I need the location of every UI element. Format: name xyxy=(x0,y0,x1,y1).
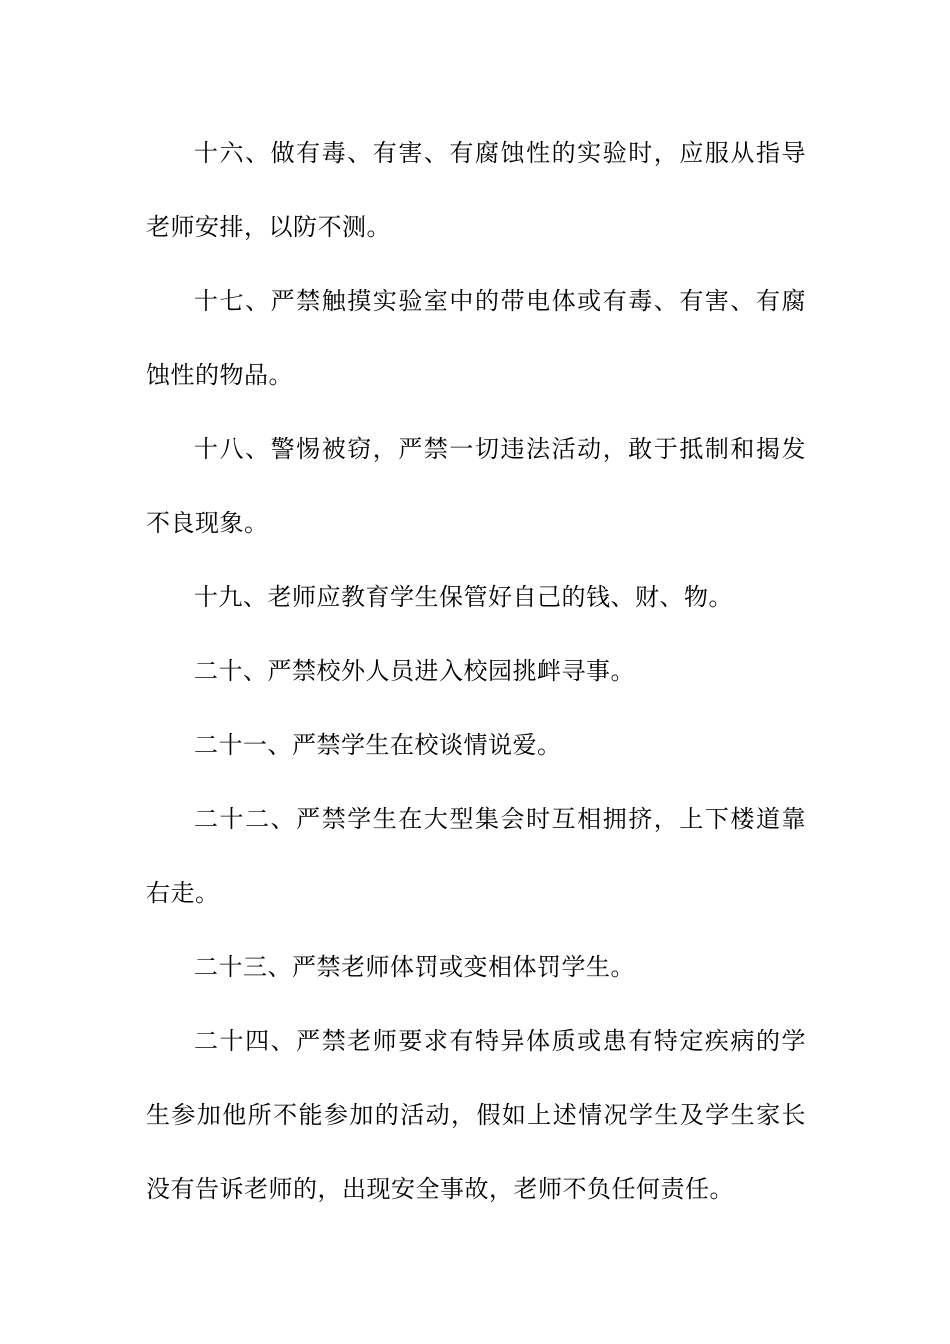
document-body xyxy=(146,116,806,1226)
rule-paragraph-24: 二十四、严禁老师要求有特异体质或患有特定疾病的学生参加他所不能参加的活动，假如上述情况学生及学生家长没有告诉老师的，出现安全事故，老师不负任何责任。 xyxy=(146,1027,806,1203)
rule-paragraph-16: 十六、做有毒、有害、有腐蚀性的实验时，应服从指导老师安排，以防不测。 xyxy=(146,139,806,241)
rule-paragraph-19: 十九、老师应教育学生保管好自己的钱、财、物。 xyxy=(194,583,733,611)
rule-paragraph-21: 二十一、严禁学生在校谈情说爱。 xyxy=(194,731,562,759)
rule-paragraph-22: 二十二、严禁学生在大型集会时互相拥挤，上下楼道靠右走。 xyxy=(146,805,806,907)
rule-paragraph-23: 二十三、严禁老师体罚或变相体罚学生。 xyxy=(194,953,635,981)
rule-paragraph-18: 十八、警惕被窃，严禁一切违法活动，敢于抵制和揭发不良现象。 xyxy=(146,435,806,537)
rule-paragraph-17: 十七、严禁触摸实验室中的带电体或有毒、有害、有腐蚀性的物品。 xyxy=(146,287,806,389)
rule-paragraph-20: 二十、严禁校外人员进入校园挑衅寻事。 xyxy=(194,657,635,685)
